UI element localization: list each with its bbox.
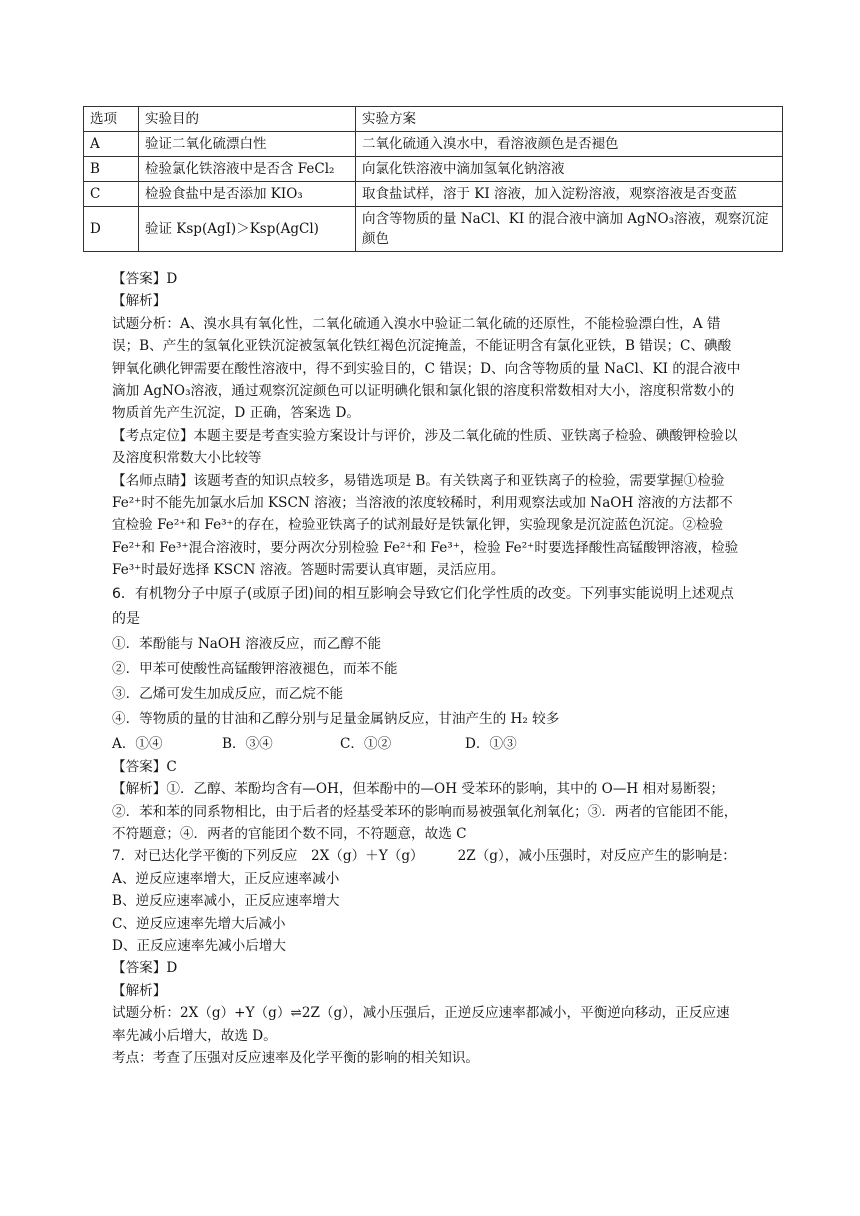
table-cell: B — [84, 157, 139, 182]
table-row — [84, 157, 783, 182]
q6-option-c: C．①② — [340, 735, 392, 752]
q7-analysis: 试题分析：2X（g）+Y（g）⇌2Z（g），减小压强后，正逆反应速率都减小，平衡逆向移动，正反应速率先减小后增大，故选 D。 — [112, 1005, 730, 1044]
q7-analysis-label: 【解析】 — [112, 982, 167, 999]
table-cell: 二氧化硫通入溴水中，看溶液颜色是否褪色 — [356, 132, 783, 157]
table-cell: 向氯化铁溶液中滴加氢氧化钠溶液 — [356, 157, 783, 182]
q6-analysis: 【解析】①．乙醇、苯酚均含有—OH，但苯酚中的—OH 受苯环的影响，其中的 O—H 相对易断裂；②．苯和苯的同系物相比，由于后者的烃基受苯环的影响而易被强氧化剂氧化；③．两者的官能团不能，不符题意；④．两者的官能团个数不同，不符题意，故选 C — [112, 781, 738, 842]
experiment-table — [83, 106, 783, 252]
q7-option-c: C、逆反应速率先增大后减小 — [112, 915, 286, 932]
q6-item-4: ④．等物质的量的甘油和乙醇分别与足量金属钠反应，甘油产生的 H₂ 较多 — [112, 710, 560, 727]
q6-option-a: A．①④ — [112, 735, 163, 752]
q7-option-b: B、逆反应速率减小，正反应速率增大 — [112, 893, 340, 910]
q5-kaodian: 【考点定位】本题主要是考查实验方案设计与评价，涉及二氧化硫的性质、亚铁离子检验、碘酸钾检验以及溶度积常数大小比较等 — [112, 427, 738, 467]
q7-kaodian: 考点：考查了压强对反应速率及化学平衡的影响的相关知识。 — [112, 1049, 480, 1066]
table-cell: 验证 Ksp(AgI)＞Ksp(AgCl) — [139, 207, 356, 252]
table-cell: 取食盐试样，溶于 KI 溶液，加入淀粉溶液，观察溶液是否变蓝 — [356, 182, 783, 207]
table-header-row — [84, 107, 783, 132]
q6-item-1: ①．苯酚能与 NaOH 溶液反应，而乙醇不能 — [112, 635, 382, 652]
table-cell: 选项 — [84, 107, 139, 132]
q6-item-3: ③．乙烯可发生加成反应，而乙烷不能 — [112, 685, 344, 702]
table-row — [84, 207, 783, 252]
q7-option-d: D、正反应速率先减小后增大 — [112, 937, 287, 954]
table-cell: 检验氯化铁溶液中是否含 FeCl₂ — [139, 157, 356, 182]
q5-analysis: 试题分析：A、溴水具有氧化性，二氧化硫通入溴水中验证二氧化硫的还原性，不能检验漂白性，A 错误；B、产生的氢氧化亚铁沉淀被氢氧化铁红褐色沉淀掩盖，不能证明含有氯化亚铁，B 错误；C、碘酸钾氧化碘化钾需要在酸性溶液中，得不到实验目的，C 错误；D、向含等物质的量 NaCl、KI 的混合液中滴加 AgNO₃溶液，通过观察沉淀颜色可以证明碘化银和氯化银的溶度积常数相对大小，溶度积常数小的物质首先产生沉淀，D 正确，答案选 D。 — [112, 315, 741, 422]
table-cell: 验证二氧化硫漂白性 — [139, 132, 356, 157]
q6-option-d: D．①③ — [465, 735, 517, 752]
table-cell: 检验食盐中是否添加 KIO₃ — [139, 182, 356, 207]
table-cell: A — [84, 132, 139, 157]
q6-options — [112, 732, 742, 756]
table-row — [84, 132, 783, 157]
q6-stem: 6．有机物分子中原子(或原子团)间的相互影响会导致它们化学性质的改变。下列事实能说明上述观点的是 — [112, 585, 734, 627]
table-cell: 实验方案 — [356, 107, 783, 132]
q5-answer: 【答案】D — [112, 271, 178, 287]
table-cell: C — [84, 182, 139, 207]
table-cell: D — [84, 207, 139, 252]
table-cell: 实验目的 — [139, 107, 356, 132]
q7-option-a: A、逆反应速率增大，正反应速率减小 — [112, 870, 340, 887]
q6-item-2: ②．甲苯可使酸性高锰酸钾溶液褪色，而苯不能 — [112, 660, 398, 677]
table-row — [84, 182, 783, 207]
q7-stem: 7．对已达化学平衡的下列反应 2X（g）＋Y（g） 2Z（g），减小压强时，对反应产生的影响是： — [112, 848, 736, 865]
q7-answer: 【答案】D — [112, 960, 178, 977]
q6-answer: 【答案】C — [112, 758, 177, 775]
q5-analysis-label: 【解析】 — [112, 293, 167, 310]
q6-option-b: B．③④ — [222, 735, 273, 752]
document-body — [112, 268, 742, 1069]
q5-dianjing: 【名师点睛】该题考查的知识点较多，易错选项是 B。有关铁离子和亚铁离子的检验，需要掌握①检验 Fe²⁺时不能先加氯水后加 KSCN 溶液；当溶液的浓度较稀时，利用观察法或加 NaOH 溶液的方法都不宜检验 Fe²⁺和 Fe³⁺的存在，检验亚铁离子的试剂最好是铁氰化钾，实验现象是沉淀蓝色沉淀。②检验 Fe²⁺和 Fe³⁺混合溶液时，要分两次分别检验 Fe²⁺和 Fe³⁺，检验 Fe²⁺时要选择酸性高锰酸钾溶液，检验 Fe³⁺时最好选择 KSCN 溶液。答题时需要认真审题，灵活应用。 — [112, 472, 739, 579]
table-cell: 向含等物质的量 NaCl、KI 的混合液中滴加 AgNO₃溶液，观察沉淀颜色 — [356, 207, 783, 252]
